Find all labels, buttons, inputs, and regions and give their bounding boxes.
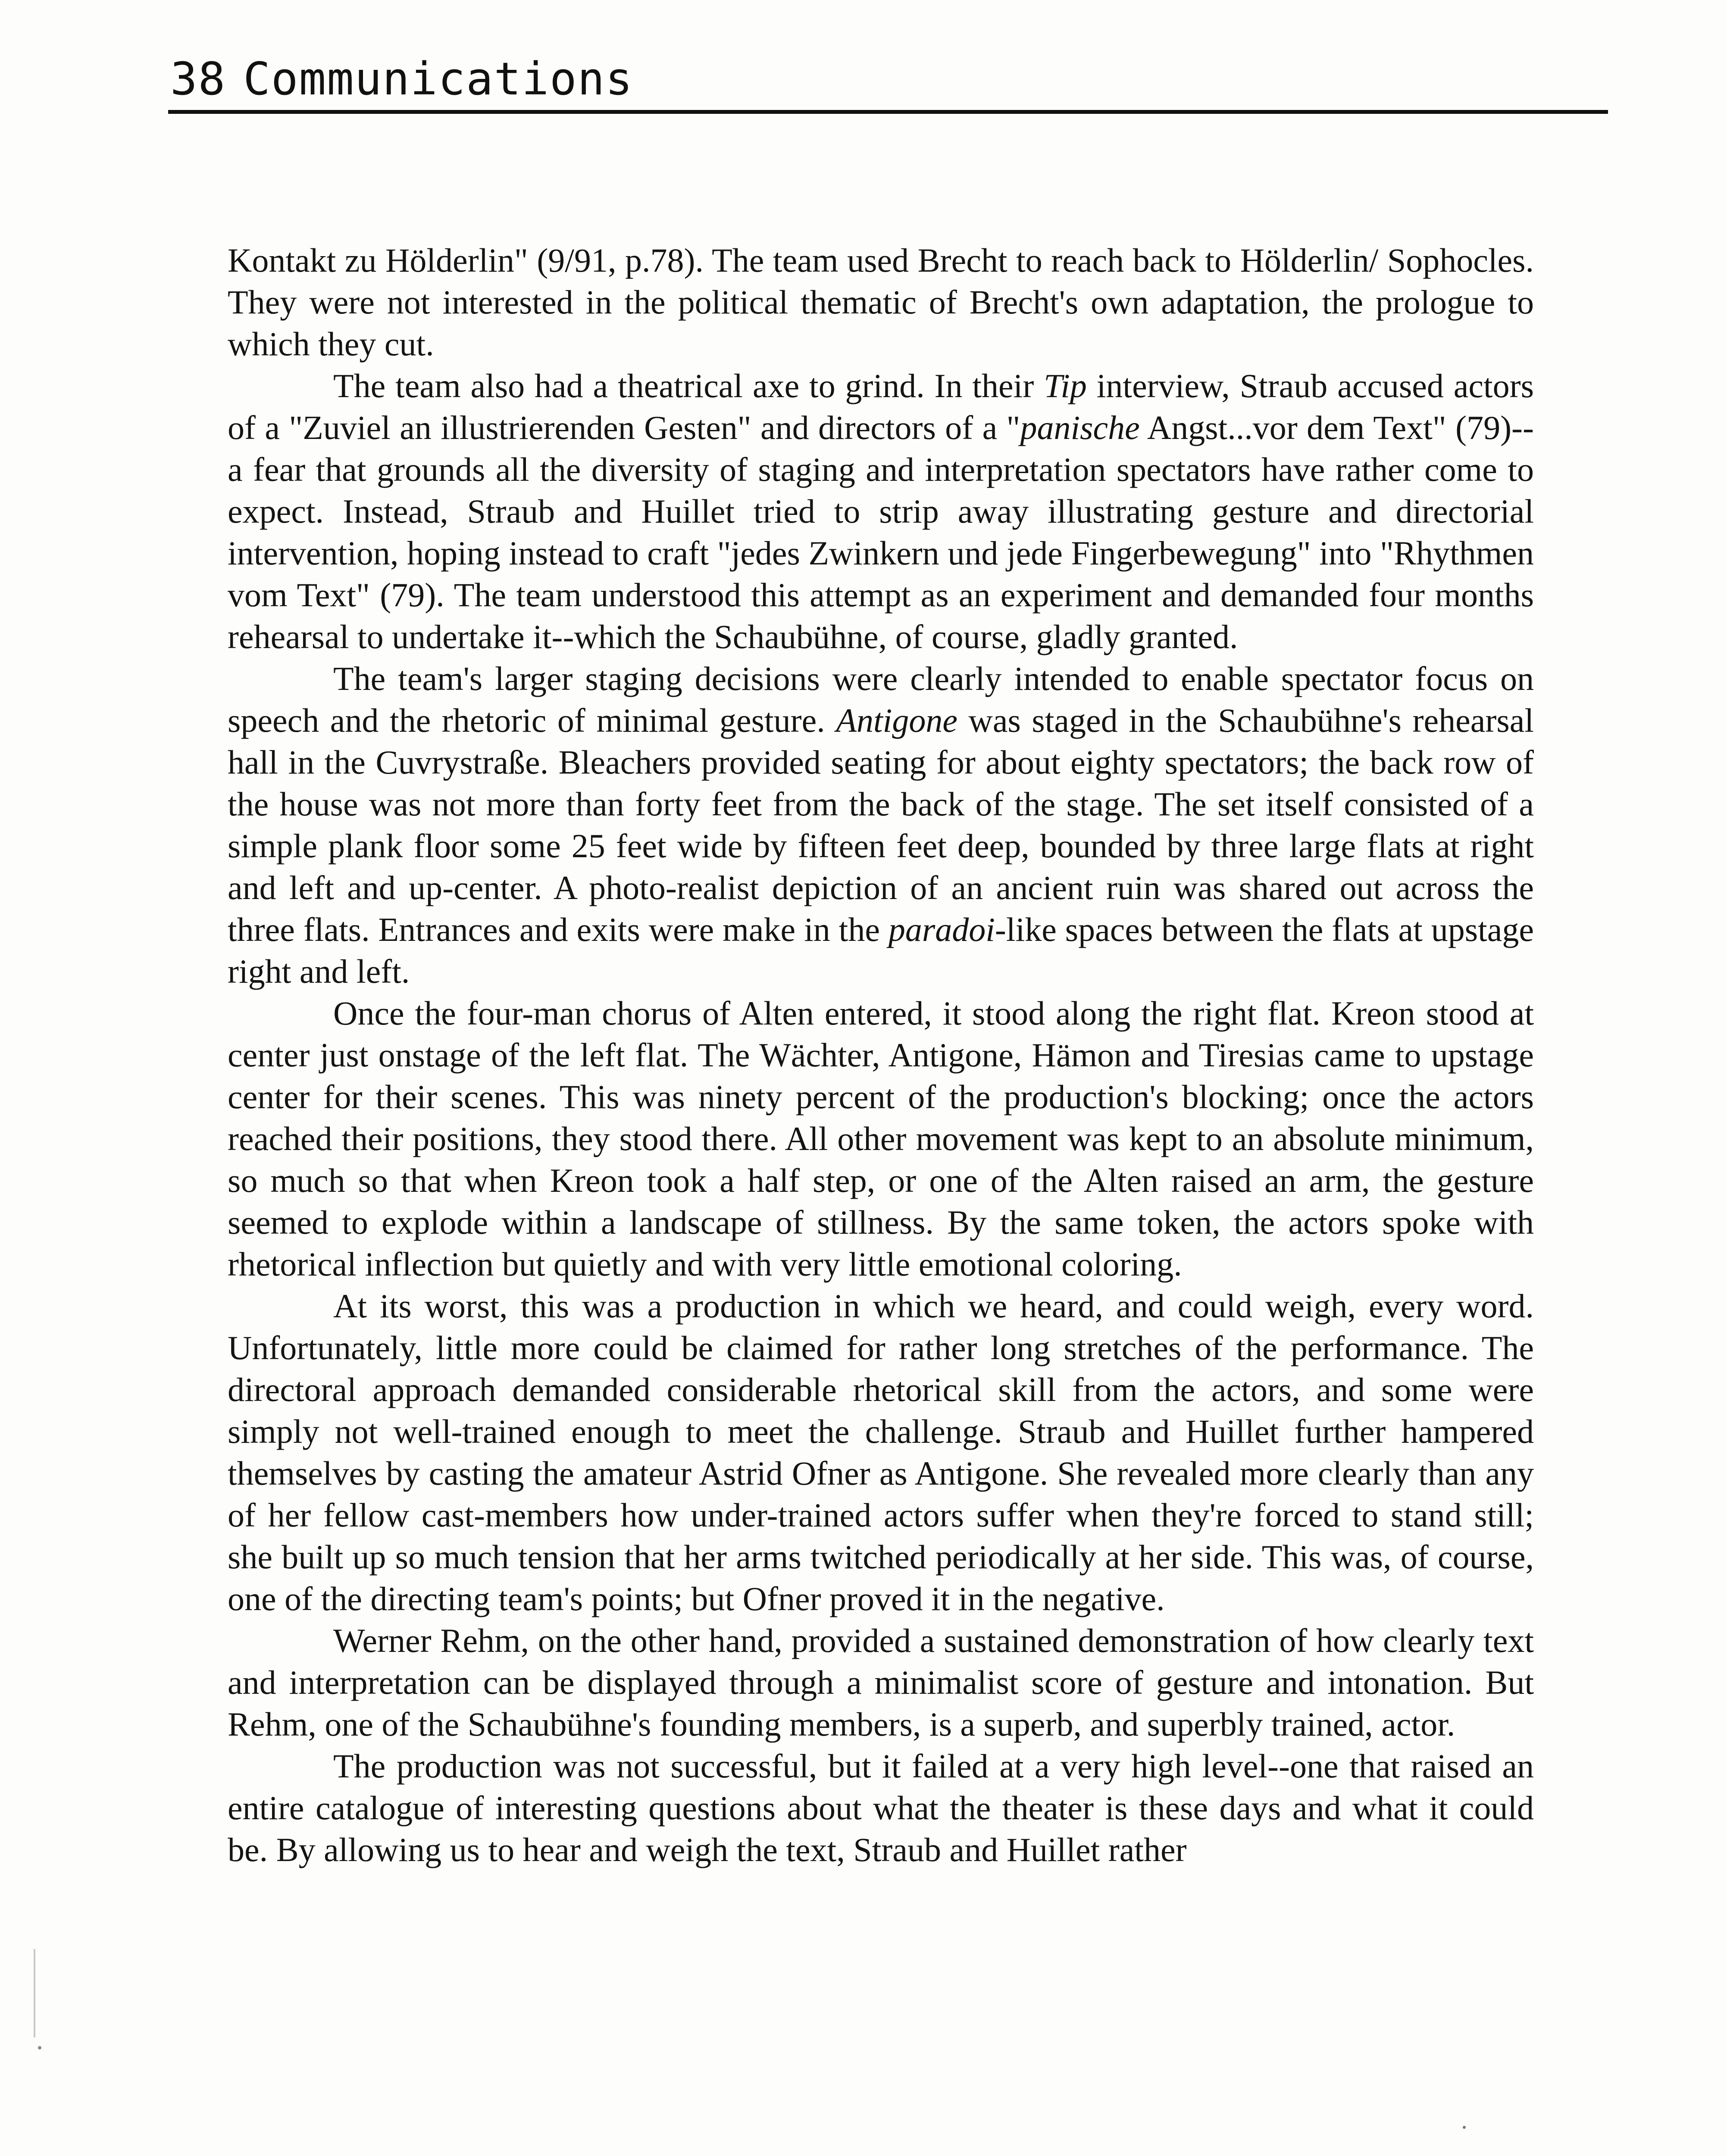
running-header	[170, 51, 1606, 116]
tip-title: Tip	[1044, 367, 1087, 404]
page-number: 38	[170, 53, 226, 105]
paragraph-3-part-b: was staged in the Schaubühne's rehearsal hall in the Cuvrystraße. Bleachers provided seating for about eighty spectators; the back row of the house was not more than forty feet from the back of the stage. The set itself consisted of a simple plank floor some 25 feet wide by fifteen feet deep, bounded by three large flats at right and left and up-center. A photo-realist depiction of an ancient ruin was shared out across the three flats. Entrances and exits were make in the	[228, 702, 1534, 948]
paragraph-2	[228, 365, 1534, 658]
header-line	[170, 51, 633, 107]
antigone-title: Antigone	[836, 702, 957, 739]
article-body	[228, 239, 1534, 1871]
paragraph-3	[228, 658, 1534, 992]
paragraph-4: Once the four-man chorus of Alten entered, it stood along the right flat. Kreon stood at center just onstage of the left flat. The Wächter, Antigone, Hämon and Tiresias came to upstage center for their scenes. This was ninety percent of the production's blocking; once the actors reached their positions, they stood there. All other movement was kept to an absolute minimum, so much so that when Kreon took a half step, or one of the Alten raised an arm, the gesture seemed to explode within a landscape of stillness. By the same token, the actors spoke with rhetorical inflection but quietly and with very little emotional coloring.	[228, 994, 1534, 1283]
scan-speck	[1463, 2126, 1466, 2129]
header-rule	[168, 110, 1608, 114]
paragraph-3-part-a: The team's larger staging decisions were clearly intended to enable spectator focus on speech and the rhetoric of minimal gesture.	[228, 660, 1534, 739]
panische-word: panische	[1020, 409, 1140, 446]
scan-margin-dot	[38, 2046, 41, 2049]
scan-margin-line	[34, 1949, 35, 2037]
paragraph-7: The production was not successful, but it failed at a very high level--one that raised an entire catalogue of interesting questions about what the theater is these days and what it could be. By allowing us to hear and weigh the text, Straub and Huillet rather	[228, 1747, 1534, 1868]
paradoi-word: paradoi	[888, 911, 995, 948]
paragraph-2-part-a: The team also had a theatrical axe to grind. In their	[333, 367, 1044, 404]
paragraph-2-part-b: interview, Straub accused actors of a "Zuviel an illustrierenden Gesten" and directors of a "	[228, 367, 1534, 446]
paragraph-6: Werner Rehm, on the other hand, provided a sustained demonstration of how clearly text and interpretation can be displayed through a minimalist score of gesture and intonation. But Rehm, one of the Schaubühne's founding members, is a superb, and superbly trained, actor.	[228, 1622, 1534, 1743]
paragraph-2-part-c: Angst...vor dem Text" (79)--a fear that grounds all the diversity of staging and interpretation spectators have rather come to expect. Instead, Straub and Huillet tried to strip away illustrating gesture and directorial intervention, hoping instead to craft "jedes Zwinkern und jede Fingerbewegung" into "Rhythmen vom Text" (79). The team understood this attempt as an experiment and demanded four months rehearsal to undertake it--which the Schaubühne, of course, gladly granted.	[228, 409, 1534, 655]
paragraph-1: Kontakt zu Hölderlin" (9/91, p.78). The team used Brecht to reach back to Hölderlin/ Sophocles. They were not interested in the political thematic of Brecht's own adaptation, the prologue to which they cut.	[228, 241, 1534, 363]
paragraph-5: At its worst, this was a production in which we heard, and could weigh, every word. Unfortunately, little more could be claimed for rather long stretches of the performance. The directoral approach demanded considerable rhetorical skill from the actors, and some were simply not well-trained enough to meet the challenge. Straub and Huillet further hampered themselves by casting the amateur Astrid Ofner as Antigone. She revealed more clearly than any of her fellow cast-members how under-trained actors suffer when they're forced to stand still; she built up so much tension that her arms twitched periodically at her side. This was, of course, one of the directing team's points; but Ofner proved it in the negative.	[228, 1287, 1534, 1617]
paragraph-3-part-c: -like spaces between the flats at upstage right and left.	[228, 911, 1534, 990]
running-title: Communications	[243, 53, 633, 105]
